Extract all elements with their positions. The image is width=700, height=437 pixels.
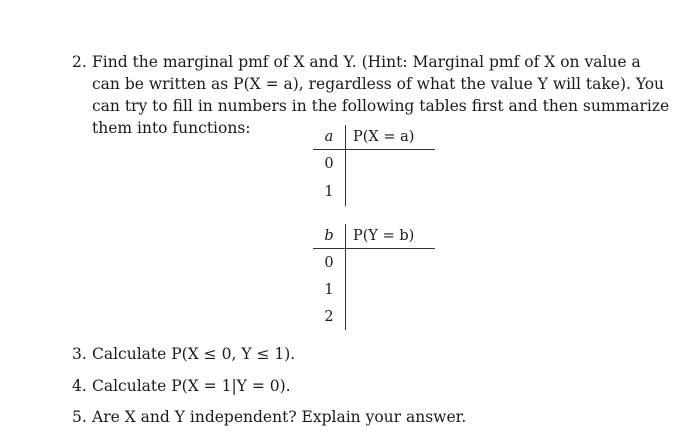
pmf-table-x [313, 125, 435, 206]
table-row [313, 150, 435, 179]
question-3 [72, 343, 672, 365]
table-row [313, 276, 435, 303]
table-row [313, 178, 435, 206]
question-2-number: 2. [72, 53, 87, 71]
table-x-value-1: 1 [313, 178, 346, 206]
question-3-number: 3. [72, 345, 87, 363]
table-x-var-header: a [313, 125, 346, 150]
table-y-value-0: 0 [313, 249, 346, 277]
question-4-number: 4. [72, 377, 87, 395]
question-3-text: Calculate P(X ≤ 0, Y ≤ 1). [92, 345, 296, 363]
table-x-prob-cell-1[interactable] [346, 178, 436, 206]
table-row [313, 249, 435, 277]
table-y-prob-cell-2[interactable] [346, 303, 436, 330]
table-y-prob-cell-0[interactable] [346, 249, 436, 277]
table-x-value-0: 0 [313, 150, 346, 179]
table-y-var-header: b [313, 224, 346, 249]
table-y-value-1: 1 [313, 276, 346, 303]
question-5-text: Are X and Y independent? Explain your answer. [92, 408, 467, 426]
table-x-prob-header: P(X = a) [346, 125, 436, 150]
pmf-table-y [313, 224, 435, 330]
question-5-number: 5. [72, 408, 87, 426]
table-y-value-2: 2 [313, 303, 346, 330]
table-y-prob-header: P(Y = b) [346, 224, 436, 249]
table-x-prob-cell-0[interactable] [346, 150, 436, 179]
table-y-prob-cell-1[interactable] [346, 276, 436, 303]
question-4-text: Calculate P(X = 1|Y = 0). [92, 377, 291, 395]
table-row [313, 303, 435, 330]
question-4 [72, 375, 672, 397]
question-2-text: Find the marginal pmf of X and Y. (Hint: Marginal pmf of X on value a can be written as P(X = a), regardless of what the value Y will take). You can try to fill in numbers in the following tables first and then summarize them into functions: [92, 53, 670, 137]
question-5 [72, 406, 672, 428]
